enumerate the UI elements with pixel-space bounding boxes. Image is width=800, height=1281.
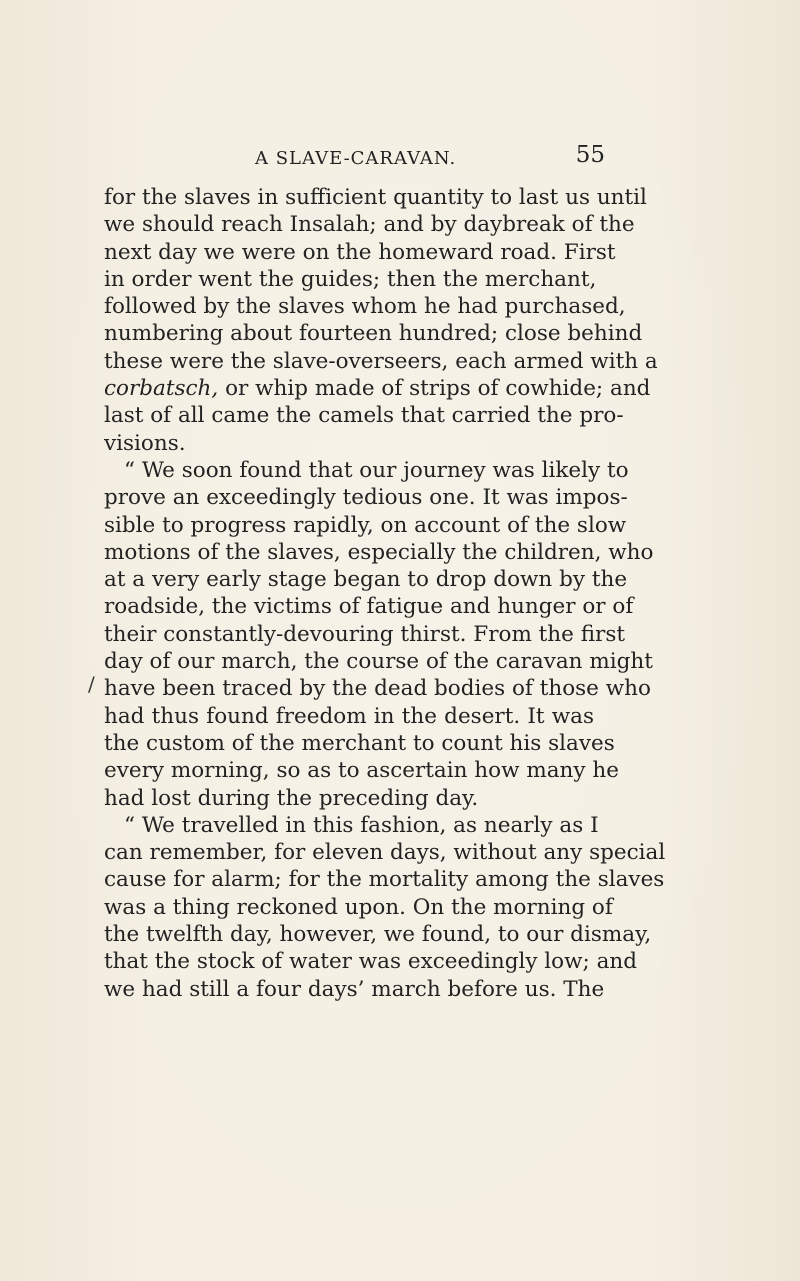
text-line: motions of the slaves, especially the children, who [104, 539, 654, 565]
text-line: had thus found freedom in the desert. It was [104, 703, 594, 729]
paragraph-start-line: “ We travelled in this fashion, as nearly as I [124, 812, 599, 838]
paragraph-start-line: “ We soon found that our journey was likely to [124, 457, 629, 483]
text-line: last of all came the camels that carried the pro- [104, 403, 624, 429]
text-line: at a very early stage began to drop down by the [104, 567, 628, 593]
text-line: we had still a four days’ march before us. The [104, 976, 605, 1002]
text-line: we should reach Insalah; and by daybreak of the [104, 212, 635, 238]
text-line: that the stock of water was exceedingly low; and [104, 949, 638, 975]
text-line-rest: or whip made of strips of cowhide; and [218, 376, 651, 402]
text-line: followed by the slaves whom he had purchased, [104, 294, 626, 320]
text-line: can remember, for eleven days, without any special [104, 840, 666, 866]
text-line: these were the slave-overseers, each armed with a [104, 348, 658, 374]
text-line: day of our march, the course of the caravan might [104, 649, 653, 675]
text-line: had lost during the preceding day. [104, 785, 479, 811]
text-line: the custom of the merchant to count his slaves [104, 730, 615, 756]
running-head [255, 142, 605, 176]
margin-mark: / [88, 672, 95, 696]
text-line: cause for alarm; for the mortality among the slaves [104, 867, 665, 893]
text-line: numbering about fourteen hundred; close behind [104, 321, 643, 347]
text-line: their constantly-devouring thirst. From the first [104, 621, 625, 647]
chapter-title: A SLAVE-CARAVAN. [255, 148, 457, 169]
text-line: every morning, so as to ascertain how many he [104, 758, 619, 784]
text-line: roadside, the victims of fatigue and hunger or of [104, 594, 634, 620]
text-line: for the slaves in sufficient quantity to last us until [104, 185, 647, 210]
italic-term: corbatsch, [104, 376, 219, 402]
text-line: visions. [104, 430, 186, 456]
text-line: the twelfth day, however, we found, to our dismay, [104, 922, 652, 948]
text-line-italic-start [104, 375, 651, 402]
text-line: have been traced by the dead bodies of those who [104, 676, 651, 702]
text-line: was a thing reckoned upon. On the morning of [104, 894, 613, 920]
text-line: prove an exceedingly tedious one. It was impos- [104, 485, 628, 511]
text-line: sible to progress rapidly, on account of the slow [104, 512, 627, 538]
body-text [104, 184, 666, 1003]
text-line: in order went the guides; then the merchant, [104, 266, 597, 292]
text-line: next day we were on the homeward road. First [104, 239, 616, 265]
page-number: 55 [575, 142, 605, 168]
